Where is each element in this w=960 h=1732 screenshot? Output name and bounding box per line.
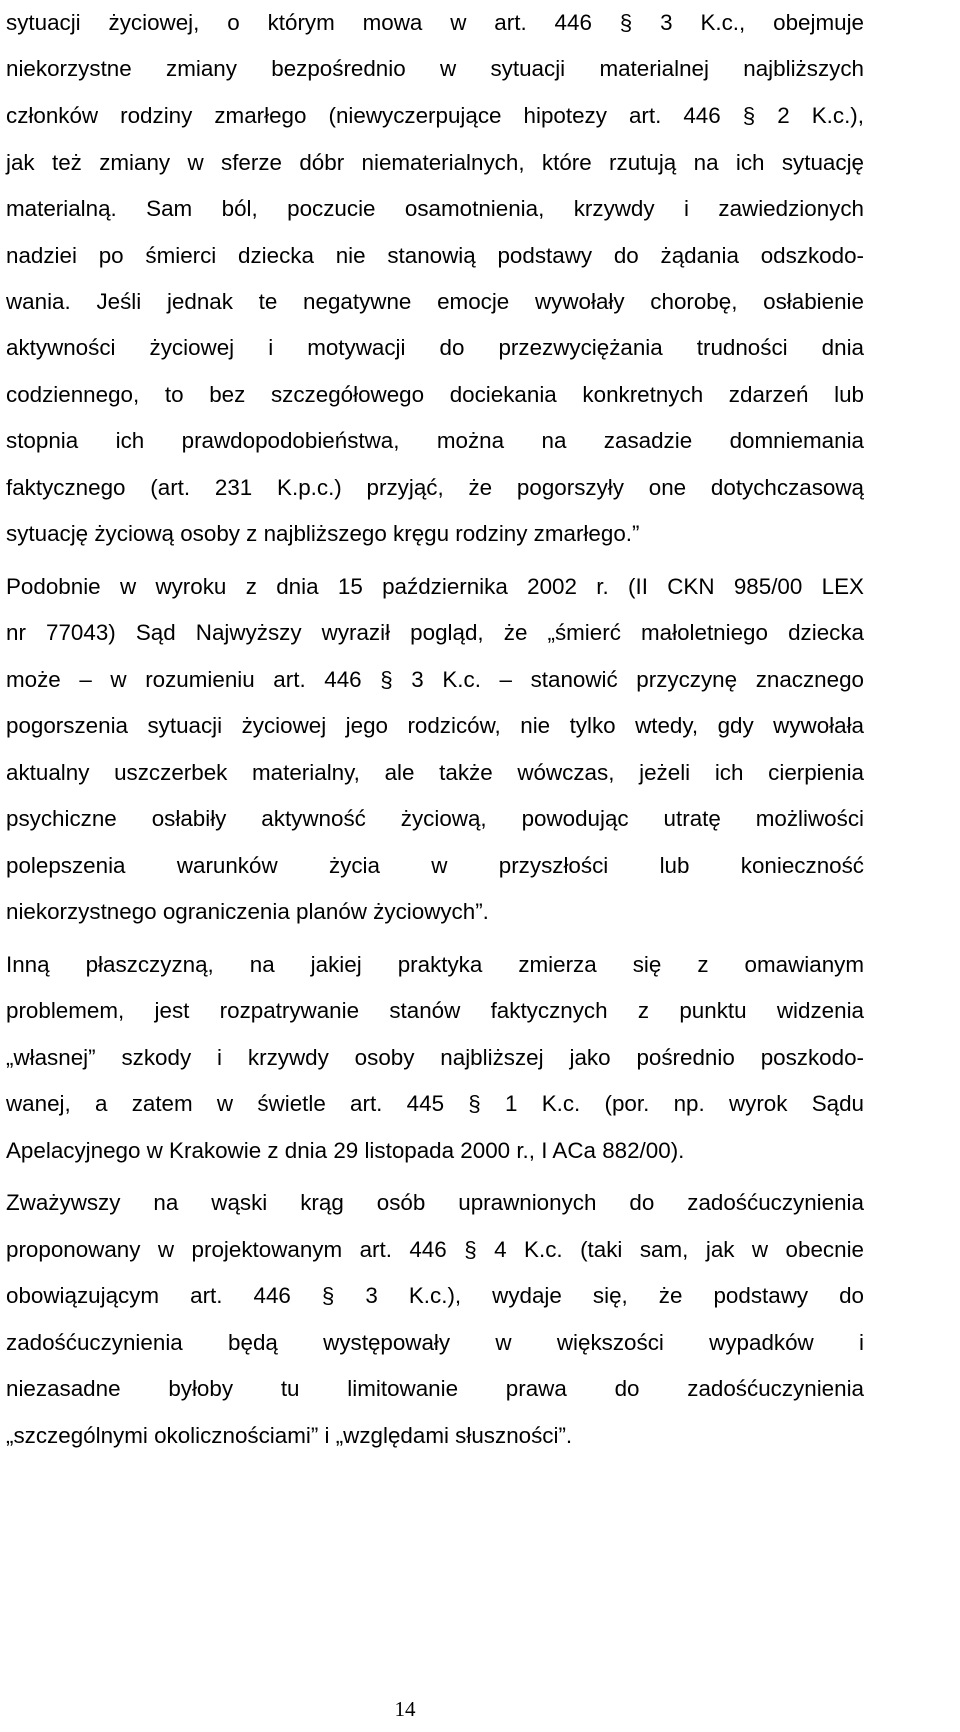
text-line: Inną płaszczyzną, na jakiej praktyka zmierza się z omawianym xyxy=(6,952,864,977)
text-line: nr 77043) Sąd Najwyższy wyraził pogląd, że „śmierć małoletniego dziecka xyxy=(6,620,864,645)
text-line: Podobnie w wyroku z dnia 15 października 2002 r. (II CKN 985/00 LEX xyxy=(6,574,864,599)
text-line: polepszenia warunków życia w przyszłości lub konieczność xyxy=(6,853,864,878)
text-line: sytuacji życiowej, o którym mowa w art. 446 § 3 K.c., obejmuje xyxy=(6,10,864,35)
text-line: obowiązującym art. 446 § 3 K.c.), wydaje się, że podstawy do xyxy=(6,1283,864,1308)
text-line: stopnia ich prawdopodobieństwa, można na zasadzie domniemania xyxy=(6,428,864,453)
text-line: „własnej” szkody i krzywdy osoby najbliższej jako pośrednio poszkodo- xyxy=(6,1045,864,1070)
text-line: aktywności życiowej i motywacji do przezwyciężania trudności dnia xyxy=(6,335,864,360)
text-line: wania. Jeśli jednak te negatywne emocje wywołały chorobę, osłabienie xyxy=(6,289,864,314)
text-line: codziennego, to bez szczegółowego dociekania konkretnych zdarzeń lub xyxy=(6,382,864,407)
text-line: Zważywszy na wąski krąg osób uprawnionych do zadośćuczynienia xyxy=(6,1190,864,1215)
text-line: członków rodziny zmarłego (niewyczerpujące hipotezy art. 446 § 2 K.c.), xyxy=(6,103,864,128)
page-number: 14 xyxy=(394,1697,416,1721)
text-line: niekorzystne zmiany bezpośrednio w sytuacji materialnej najbliższych xyxy=(6,56,864,81)
text-line: niezasadne byłoby tu limitowanie prawa do zadośćuczynienia xyxy=(6,1376,864,1401)
text-line: sytuację życiową osoby z najbliższego kręgu rodziny zmarłego.” xyxy=(6,521,640,546)
text-line: zadośćuczynienia będą występowały w większości wypadków i xyxy=(6,1330,864,1355)
text-line: niekorzystnego ograniczenia planów życiowych”. xyxy=(6,899,489,924)
text-line: wanej, a zatem w świetle art. 445 § 1 K.c. (por. np. wyrok Sądu xyxy=(6,1091,864,1116)
text-line: może – w rozumieniu art. 446 § 3 K.c. – stanowić przyczynę znacznego xyxy=(6,667,864,692)
text-line: jak też zmiany w sferze dóbr niematerialnych, które rzutują na ich sytuację xyxy=(6,150,864,175)
text-line: faktycznego (art. 231 K.p.c.) przyjąć, że pogorszyły one dotychczasową xyxy=(6,475,864,500)
text-line: materialną. Sam ból, poczucie osamotnienia, krzywdy i zawiedzionych xyxy=(6,196,864,221)
text-line: nadziei po śmierci dziecka nie stanowią podstawy do żądania odszkodo- xyxy=(6,243,864,268)
text-line: proponowany w projektowanym art. 446 § 4 K.c. (taki sam, jak w obecnie xyxy=(6,1237,864,1262)
text-line: „szczególnymi okolicznościami” i „względami słuszności”. xyxy=(6,1423,573,1448)
text-line: pogorszenia sytuacji życiowej jego rodziców, nie tylko wtedy, gdy wywołała xyxy=(6,713,864,738)
text-line: psychiczne osłabiły aktywność życiową, powodując utratę możliwości xyxy=(6,806,864,831)
text-line: Apelacyjnego w Krakowie z dnia 29 listopada 2000 r., I ACa 882/00). xyxy=(6,1138,685,1163)
text-line: aktualny uszczerbek materialny, ale także wówczas, jeżeli ich cierpienia xyxy=(6,760,864,785)
text-line: problemem, jest rozpatrywanie stanów faktycznych z punktu widzenia xyxy=(6,998,864,1023)
